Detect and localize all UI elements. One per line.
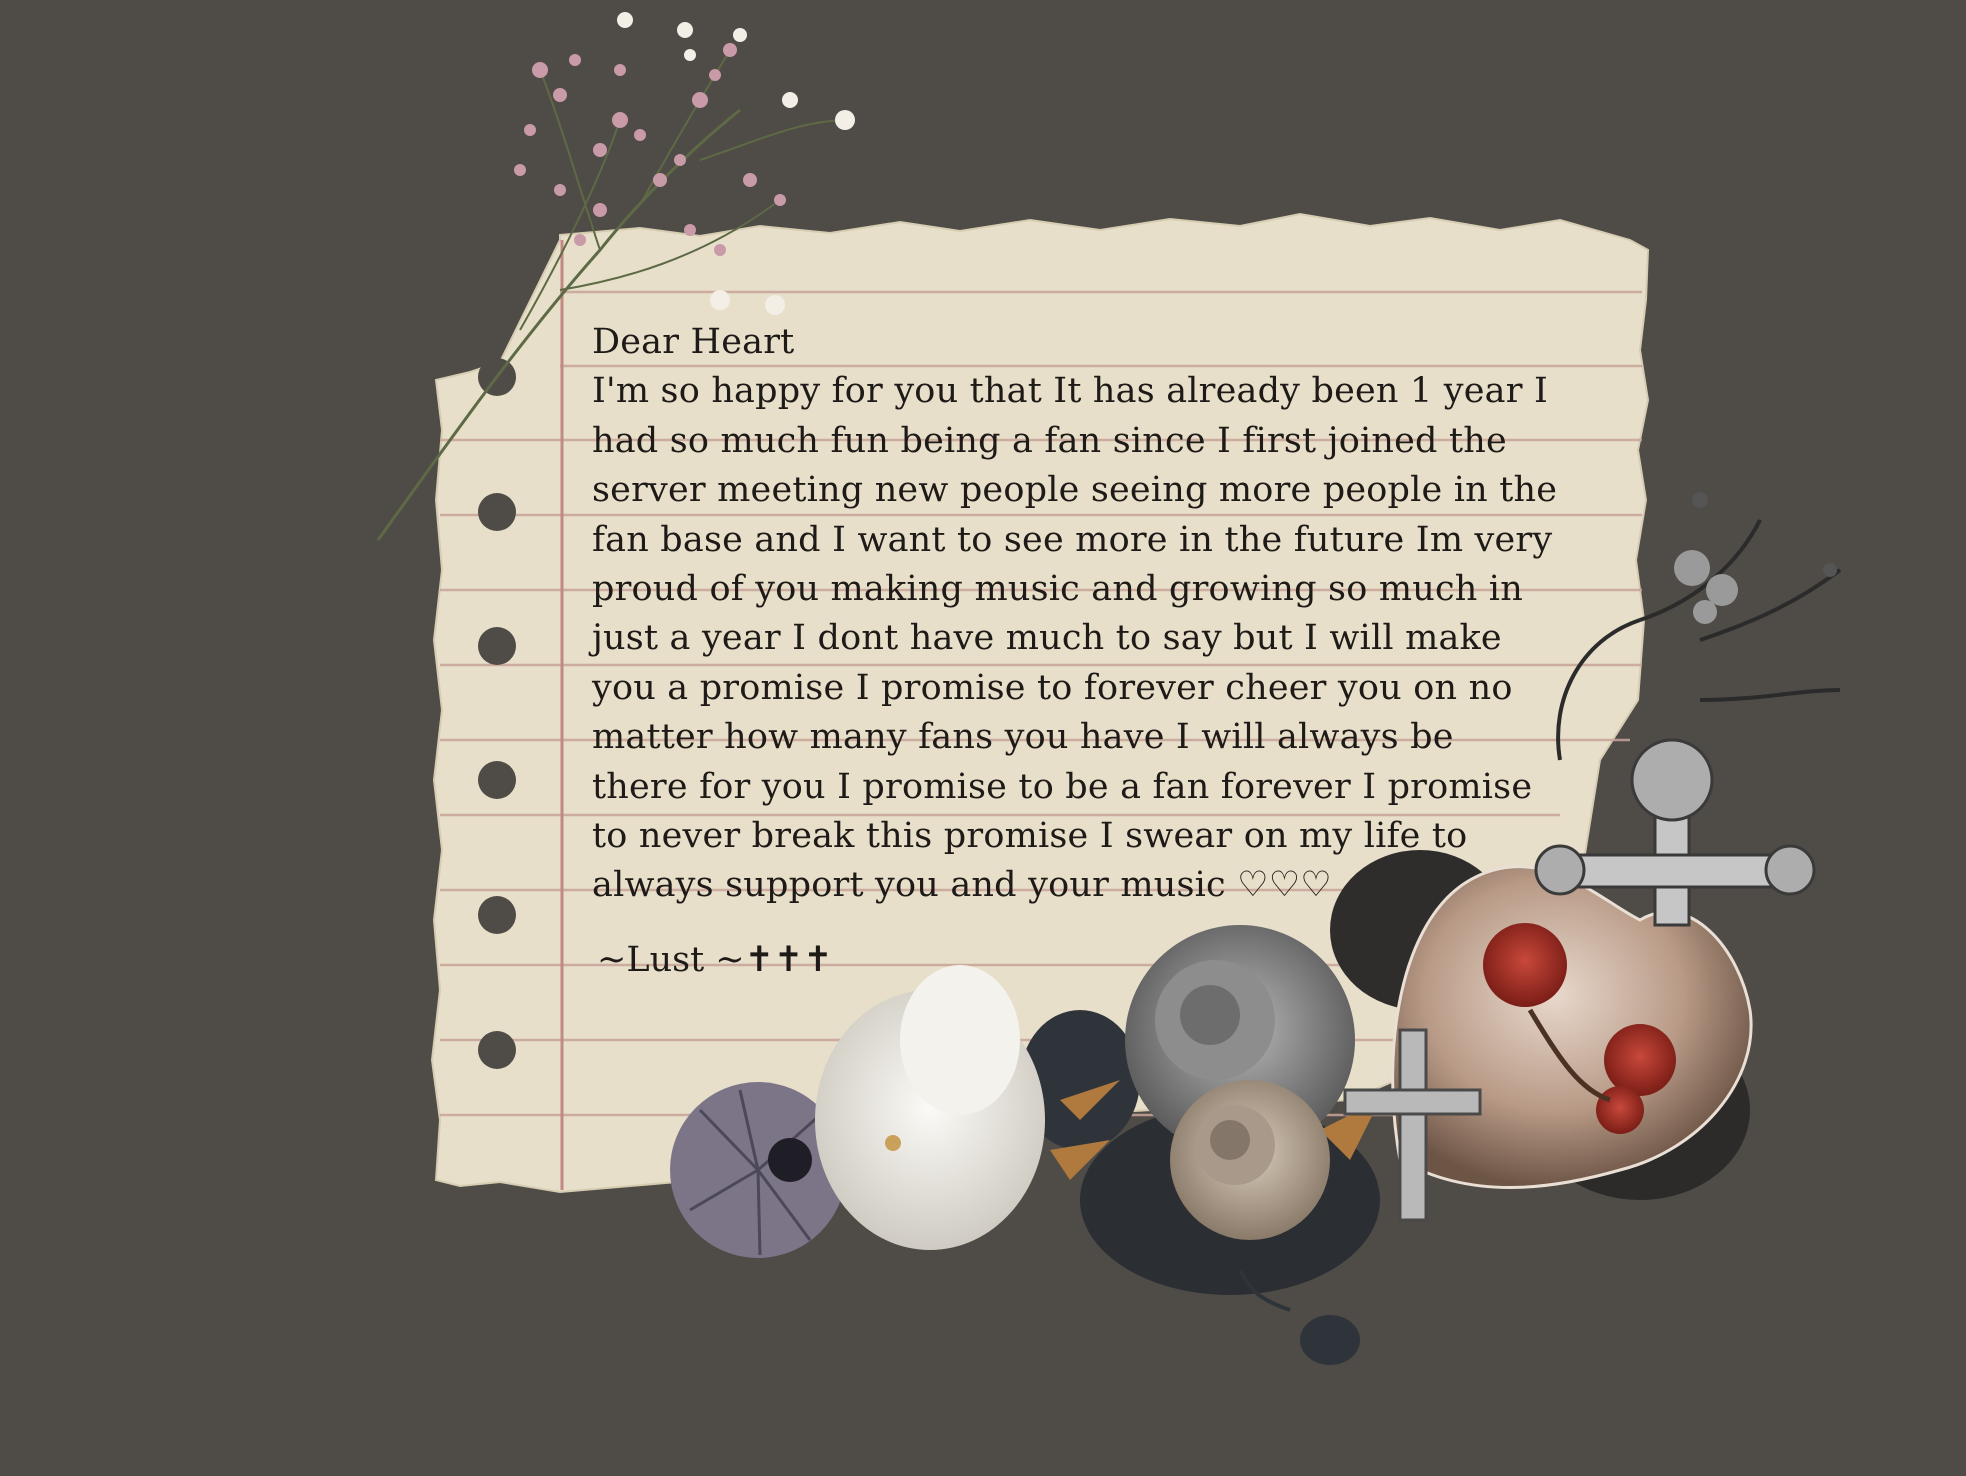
letter-line: proud of you making music and growing so much in [592,569,1523,610]
letter-signature: ~Lust ~✝✝✝ [597,940,833,980]
letter-line: you a promise I promise to forever cheer you on no [592,667,1513,708]
letter-line: had so much fun being a fan since I first joined the [592,420,1507,461]
letter-body [592,318,1592,911]
grey-blossoms [1674,492,1837,624]
letter-line: matter how many fans you have I will always be [592,717,1454,758]
letter-line: fan base and I want to see more in the future Im very [592,519,1553,560]
letter-line: always support you and your music ♡♡♡ [592,865,1332,906]
letter-line: I'm so happy for you that It has already been 1 year I [592,371,1549,412]
letter-line: just a year I dont have much to say but I will make [592,618,1502,659]
beige-rose [1170,1080,1330,1240]
letter-line: server meeting new people seeing more people in the [592,470,1558,511]
letter-line: there for you I promise to be a fan forever I promise [592,766,1533,807]
letter-salutation: Dear Heart [592,322,795,362]
letter-line: to never break this promise I swear on my life to [592,816,1468,857]
